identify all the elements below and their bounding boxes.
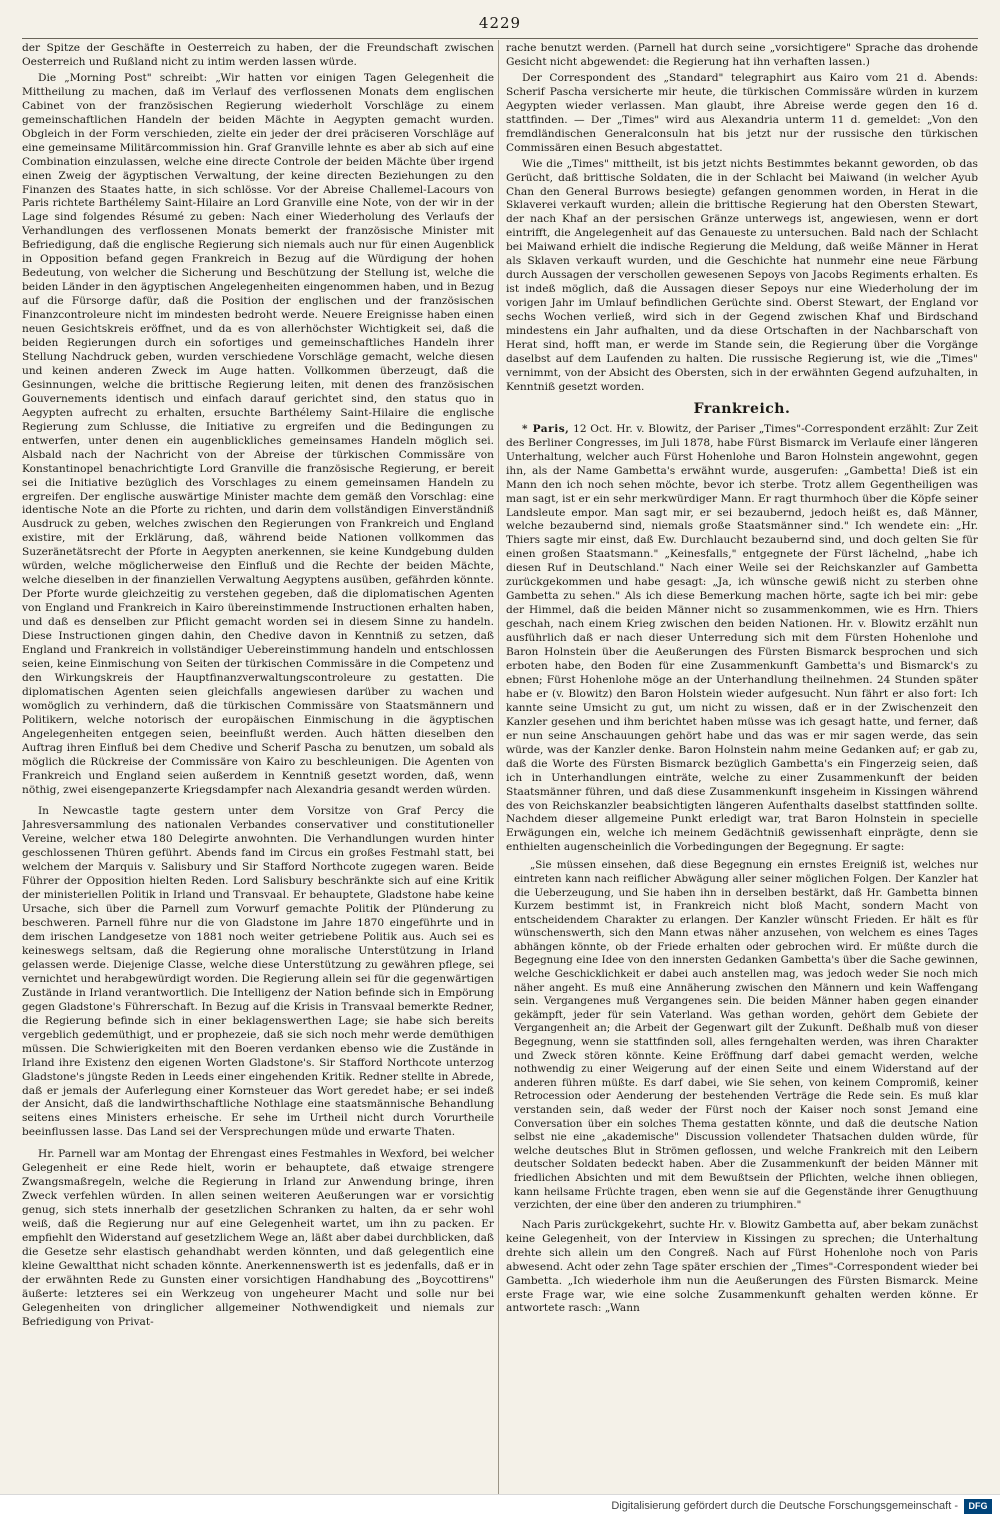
quote-block bbox=[506, 859, 978, 1212]
dateline-city: * Paris, bbox=[522, 422, 570, 435]
article-paragraph: In Newcastle tagte gestern unter dem Vorsitze von Graf Percy die Jahresversammlung des nationalen Verbandes conservativer und constitutioneller Vereine, welcher etwa 180 Delegirte anwohnten. Die Verhandlungen wurden hinter geschlossenen Thüren geführt. Abends fand im Circus ein großes Festmahl statt, bei welchem der Marquis v. Salisbury und Sir Stafford Northcote zugegen waren. Beide Führer der Opposition hielten Reden. Lord Salisbury beschränkte sich auf eine Kritik der ministeriellen Politik in Irland und Transvaal. Er behauptete, Gladstone habe keine Ursache, sich über die Parnell zum Vorwurf gemachte Politik der Plünderung zu beschweren. Parnell führe nur die von Gladstone im Jahre 1870 eingeführte und in dem irischen Landgesetze von 1881 noch weiter getriebene Politik aus. Auch sei es keineswegs seltsam, daß die Regierung ohne moralische Unterstützung in Irland gelassen werde. Diejenige Classe, welche diese Unterstützung zu gewähren pflege, sei vernichtet und herabgewürdigt worden. Die Regierung allein sei für die gegenwärtigen Zustände in Irland verantwortlich. Die Intelligenz der Nation befinde sich in Empörung gegen Gladstone's Führerschaft. In Bezug auf die Krisis in Transvaal bemerkte Redner, die Regierung befinde sich in einer beklagenswerthen Lage; sie habe sich bereits vergeblich gedemüthigt, und er prophezeie, daß sie sich noch mehr werde demüthigen müssen. Die Schwierigkeiten mit den Boeren verdanken ebenso wie die Zustände in Irland ihre Existenz den eigenen Worten Gladstone's. Sir Stafford Northcote unterzog Gladstone's jüngste Reden in Leeds einer eingehenden Kritik. Redner stellte in Abrede, daß er jemals der Auferlegung einer Kornsteuer das Wort geredet habe; er sei indeß der Ansicht, daß die landwirthschaftliche Nothlage eine staatsmännische Behandlung seitens eines Ministers erheische. Er sehe im Urtheil nicht durch Vorurtheile beeinflussen lasse. Das Land sei der Versprechungen müde und erwarte Thaten. bbox=[22, 805, 494, 1139]
section-heading: Frankreich. bbox=[693, 400, 791, 417]
dateline-paragraph bbox=[506, 423, 978, 856]
dateline-text: 12 Oct. Hr. v. Blowitz, der Pariser „Times"-Correspondent erzählt: Zur Zeit des Berliner Congresses, im Juli 1878, habe Fürst Bismarck im Verlaufe einer längeren Unterhaltung, welcher auch Fürst Hohenlohe und Baron Holnstein angewohnt, gegen ihn, als der Name Gambetta's erwähnt wurde, ausgerufen: „Gambetta! Dieß ist ein Mann den ich noch sehen möchte, bevor ich sterbe. Trotz allem Gegentheiligen was man sagt, ist er ein sehr merkwürdiger Mann. Er ragt thurmhoch über die Köpfe seiner Landsleute empor. Man sagt mir, er sei bezaubernd, jedoch heißt es, daß Männer, welche bezaubernd sind, niemals große Staatsmänner sind." Ich wendete ein: „Hr. Thiers sagte mir einst, daß Ew. Durchlaucht bezaubernd sind, und doch gelten Sie für einen großen Staatsmann." „Keinesfalls," entgegnete der Fürst lächelnd, „habe ich diesen Ruf in Deutschland." Nach einer Weile sei der Reichskanzler auf Gambetta zurückgekommen und habe gesagt: „Ja, ich wünsche gewiß nicht zu sterben ohne Gambetta zu sehen." Als ich diese Bemerkung machen hörte, sagte ich bei mir: gebe der Himmel, daß die beiden Männer nicht so zusammenkommen, wie es Hrn. Thiers geschah, nach einem Krieg zwischen den beiden Nationen. Hr. v. Blowitz erzählt nun ausführlich daß er nach dieser Unterredung sich mit dem Fürsten Hohenlohe und Baron Holnstein über die Aeußerungen des Fürsten Bismarck besprochen und sich erboten habe, den Boden für eine Zusammenkunft Gambetta's und Bismarck's zu ebnen; Fürst Hohenlohe möge an der Unterhandlung theilnehmen. 24 Stunden später habe er (v. Blowitz) den Baron Holstein wieder aufgesucht. Nun fährt er also fort: Ich kannte seine Umsicht zu gut, um nicht zu wissen, daß er in der Zwischenzeit den Kanzler gesehen und ihm berichtet haben müsse was ich gesagt hatte, und ferner, daß er nun seine Anschauungen gehört habe und das was er mir sagen werde, das sein würde, was der Kanzler denke. Baron Holnstein nahm meine Gedanken auf; er gab zu, daß die Worte des Fürsten Bismarck bezüglich Gambetta's ein Fingerzeig seien, daß ich in Unterhandlungen einträte, welche zu einer Zusammenkunft der beiden Staatsmänner führen, und daß diese Zusammenkunft insgeheim in Kissingen während des von Reichskanzler beabsichtigten längeren Aufenthalts daselbst stattfinden sollte. Nachdem dieser allgemeine Punkt erledigt war, trat Baron Holnstein in specielle Erwägungen ein, welche ich meinem Gedächtniß gewissenhaft einprägte, denn sie enthielten augenscheinlich die Vorbedingungen der Begegnung. Er sagte: bbox=[506, 422, 978, 854]
footer-bar bbox=[0, 1494, 1000, 1519]
column-divider bbox=[498, 40, 499, 1495]
quote-text: „Sie müssen einsehen, daß diese Begegnung ein ernstes Ereigniß ist, welches nur eintreten kann nach reiflicher Abwägung aller seiner möglichen Folgen. Der Kanzler hat die Ueberzeugung, und Sie haben ihn in derselben bestärkt, daß Hr. Gambetta binnen Kurzem bestimmt ist, in Frankreich nicht bloß Macht, sondern Macht von entscheidendem Charakter zu erlangen. Der Kanzler wünscht Frieden. Er hält es für wünschenswerth, sich den Mann etwas näher anzusehen, von welchem es eines Tages abhängen könnte, ob der Friede erhalten oder gebrochen wird. Er müßte durch die Begegnung eine Idee von den innersten Gedanken Gambetta's über die Sache gewinnen, welche Geschicklichkeit er dabei auch anstellen mag, was jedoch weder Sie noch mich näher angeht. Es muß eine Annäherung zwischen den Männern und kein Waffengang sein. Vergangenes muß Vergangenes sein. Die beiden Männer haben gegen einander gekämpft, jeder für sein Vaterland. Was gethan worden, gehört dem Gebiete der Vergangenheit an; die Arbeit der Gegenwart gilt der Zukunft. Deßhalb muß von dieser Begegnung, wenn sie stattfinden soll, alles ferngehalten werden, was ihren Charakter und Zweck stören könnte. Keine Eröffnung darf dabei gemacht werden, welche nothwendig zu einer Weigerung auf der einen Seite und einem Widerstand auf der anderen führen müßte. Es darf dabei, wie Sie sehen, von keinem Compromiß, keiner Retrocession oder Aenderung der bestehenden Verträge die Rede sein. Es muß klar verstanden sein, daß weder der Fürst noch der Kaiser noch sonst Jemand eine Conversation über ein solches Thema gestatten könnte, und daß die deutsche Nation selbst nie eine „akademische" Discussion vollendeter Thatsachen dulden würde, für welche deutsches Blut in Strömen geflossen, und welche Frankreich mit den Leibern deutscher Soldaten bedeckt haben. Aber die Zusammenkunft der beiden Männer mit friedlichen Absichten und mit dem Bewußtsein der Pflichten, welche ihnen obliegen, kann heilsame Früchte tragen, eben wenn sie auf die Gegenstände ihrer Genugthuung verzichten, der eine über den anderen zu triumphiren." bbox=[514, 860, 978, 1212]
dfg-logo-icon: DFG bbox=[964, 1499, 992, 1514]
article-paragraph: Hr. Parnell war am Montag der Ehrengast eines Festmahles in Wexford, bei welcher Gelegenheit er eine Rede hielt, worin er behauptete, daß etwaige strengere Zwangsmaßregeln, welche die Regierung in Irland zur Anwendung bringe, ihren Zweck verfehlen würden. In allen seinen weiteren Aeußerungen war er vorsichtig genug, sich stets innerhalb der gesetzlichen Schranken zu halten, da er sehr wohl weiß, daß die Regierung nur auf eine Gelegenheit wartet, um ihn zu packen. Er empfiehlt den Widerstand auf gesetzlichem Wege an, läßt aber dabei durchblicken, daß die Gesetze sehr elastisch gehandhabt werden könnten, und daß gelegentlich eine kleine Gewaltthat nicht schaden könnte. Anerkennenswerth ist es jedenfalls, daß er in der erwähnten Rede zu Gunsten einer vorsichtigen Handhabung des „Boycottirens" äußerte: letzteres sei ein Werkzeug von ungeheurer Macht und solle nur bei Gelegenheiten von dringlicher allgemeiner Nothwendigkeit und niemals zur Befriedigung von Privat- bbox=[22, 1148, 494, 1328]
page-number: 4229 bbox=[478, 14, 522, 32]
right-column bbox=[506, 42, 978, 1497]
article-paragraph: Der Correspondent des „Standard" telegraphirt aus Kairo vom 21 d. Abends: Scherif Pascha versicherte mir heute, die türkischen Commissäre würden in kurzem Aegypten wieder verlassen. Man glaubt, ihre Abreise werde gegen den 16 d. stattfinden. — Der „Times" wird aus Alexandria unterm 11 d. gemeldet: „Von den fremdländischen Generalconsuln hat bis jetzt nur der russische den türkischen Commissären einen Besuch abgestattet. bbox=[506, 71, 978, 154]
article-paragraph: rache benutzt werden. (Parnell hat durch seine „vorsichtigere" Sprache das drohende Gesicht nicht abgewendet: die Regierung hat ihn verhaften lassen.) bbox=[506, 42, 978, 68]
header-rule bbox=[22, 38, 978, 39]
article-paragraph: Wie die „Times" mittheilt, ist bis jetzt nichts Bestimmtes bekannt geworden, ob das Gerücht, daß brittische Soldaten, die in der Schlacht bei Maiwand (in welcher Ayub Chan den General Burrows besiegte) gefangen genommen worden, in Herat in die Sklaverei verkauft wurden; allein die brittische Regierung hat den Obersten Stewart, der nach Khaf an der persischen Gränze unterwegs ist, angewiesen, wenn er dort eintrifft, die Angelegenheit auf das Genaueste zu untersuchen. Bald nach der Schlacht bei Maiwand erhielt die indische Regierung die Meldung, daß weiße Männer in Herat als Sklaven verkauft wurden, und die Geschichte hat nunmehr eine neue Färbung durch Aussagen der verschollen gewesenen Sepoys von Jacobs Regiments erhalten. Es ist indeß möglich, daß die Aussagen dieser Sepoys nur eine Wiederholung der im vorigen Jahr im Umlauf befindlichen Gerüchte sind. Oberst Stewart, der England vor sechs Wochen verließ, wird sich in der Gegend zwischen Khaf und Birdschand mindestens ein Jahr aufhalten, und da diese Ortschaften in der Nachbarschaft von Herat sind, hofft man, er werde im Stande sein, die Regierung über die Vorgänge daselbst auf dem Laufenden zu halten. Die russische Regierung ist, wie die „Times" vernimmt, von der Absicht des Obersten, sich in der erwähnten Gegend aufzuhalten, in Kenntniß gesetzt worden. bbox=[506, 157, 978, 393]
article-paragraph: Nach Paris zurückgekehrt, suchte Hr. v. Blowitz Gambetta auf, aber bekam zunächst keine Gelegenheit, von der Interview in Kissingen zu sprechen; die Unterhaltung drehte sich allein um den Congreß. Nach auf Fürst Hohenlohe noch von Paris abwesend. Acht oder zehn Tage später erschien der „Times"-Correspondent wieder bei Gambetta. „Ich wiederhole ihm nun die Aeußerungen des Fürsten Bismarck. Meine erste Frage war, wie eine solche Zusammenkunft gehalten werden könne. Er antwortete rasch: „Wann bbox=[506, 1218, 978, 1315]
left-column bbox=[22, 42, 494, 1497]
article-paragraph: der Spitze der Geschäfte in Oesterreich zu haben, der die Freundschaft zwischen Oesterreich und Rußland nicht zu intim werden lassen würde. bbox=[22, 42, 494, 68]
article-paragraph: Die „Morning Post" schreibt: „Wir hatten vor einigen Tagen Gelegenheit die Mittheilung zu machen, daß im Verlauf des verflossenen Monats dem englischen Cabinet von der französischen Regierung wiederholt Vorschläge zu einem gemeinschaftlichen Handeln der beiden Mächte in Aegypten gemacht wurden. Obgleich in der Form verschieden, zielte ein jeder der drei präciseren Vorschläge auf eine gemeinsame Militärcommission hin. Graf Granville lehnte es aber ab sich auf eine Combination einzulassen, welche eine directe Controle der beiden Mächte über irgend einen Zweig der ägyptischen Verwaltung, der keine directen Beziehungen zu den Finanzen des Staates hatte, in sich schlösse. Vor der Abreise Challemel-Lacours von Paris richtete Barthélemy Saint-Hilaire an Lord Granville eine Note, von der wir in der Lage sind folgendes Résumé zu geben: Nach einer Wiederholung des Verlaufs der Verhandlungen des verflossenen Monats bemerkt der französische Minister mit Befriedigung, daß die englische Regierung sich niemals auch nur für einen Augenblick in Opposition befand gegen Frankreich in Bezug auf die Würdigung der hohen Bedeutung, von welcher die Sicherung und Beschützung der Stellung ist, welche die beiden Länder in den ägyptischen Angelegenheiten eingenommen haben, und in Bezug auf die Fürsorge dafür, daß die Position der englischen und der französischen Finanzcontroleure nicht im mindesten bedroht werde. Neuere Ereignisse haben einen neuen Gesichtskreis eröffnet, und da es von allerhöchster Wichtigkeit sei, daß die beiden Regierungen durch ein sofortiges und gemeinschaftliches Handeln ihrer Stellung Nachdruck geben, wurden verschiedene Vorschläge gemacht, welche diesen und keinen anderen Zweck im Auge hatten. Vollkommen überzeugt, daß die Gesinnungen, welche die brittische Regierung leiten, mit denen des französischen Gouvernements identisch und einfach darauf gerichtet sind, den status quo in Aegypten aufrecht zu erhalten, ersuchte Barthélemy Saint-Hilaire die englische Regierung zum Schlusse, die Initiative zu ergreifen und die Bedingungen zu entwerfen, unter denen ein augenblickliches gemeinsames Handeln möglich sei. Alsbald nach der Nachricht von der Abreise der türkischen Commissäre von Konstantinopel benachrichtigte Lord Granville die französische Regierung, er bereit sei die Initiative bezüglich des Vorschlages zu einem gemeinsamen Handeln zu ergreifen. Der englische auswärtige Minister machte dem gemäß den Vorschlag: eine identische Note an die Pforte zu richten, und darin dem vollständigen Einverständniß Ausdruck zu geben, welches zwischen den Regierungen von Frankreich und England existire, mit der Erklärung, daß, während beide Nationen vollkommen das Suzeränetätsrecht der Pforte in Aegypten anerkennen, sie keine Kundgebung dulden würden, welche möglicherweise den Einfluß und die Rechte der beiden Mächte, welche dieselben in der finanziellen Verwaltung Aegyptens ausüben, gefährden könnte. Der Pforte wurde gleichzeitig zu verstehen gegeben, daß die diplomatischen Agenten von England und Frankreich in Kairo übereinstimmende Instructionen erhalten haben, und daß es denselben zur Pflicht gemacht worden sei in diesem Sinne zu handeln. Diese Instructionen gingen dahin, den Chedive davon in Kenntniß zu setzen, daß England und Frankreich in vollständiger Uebereinstimmung handeln und entschlossen seien, keine Einmischung von Seiten der türkischen Commissäre in die Competenz und den Wirkungskreis der Hauptfinanzverwaltungscontroleure zu gestatten. Die diplomatischen Agenten seien gleichfalls angewiesen darüber zu wachen und womöglich zu verhindern, daß die türkischen Commissäre von Staatsmännern und Politikern, welche notorisch der europäischen Einmischung in die ägyptischen Angelegenheiten entgegen seien, beeinflußt werden. Auch hätten dieselben den Auftrag ihren Einfluß bei dem Chedive und Scherif Pascha zu benutzen, um sobald als möglich die Rückreise der Commissäre von Kairo zu beschleunigen. Die Agenten von Frankreich und England seien außerdem in Kenntniß gesetzt worden, daß, wenn nöthig, zwei eisengepanzerte Kriegsdampfer nach Alexandria gesandt werden würden. bbox=[22, 71, 494, 796]
footer-credit: Digitalisierung gefördert durch die Deutsche Forschungsgemeinschaft - bbox=[611, 1500, 958, 1512]
